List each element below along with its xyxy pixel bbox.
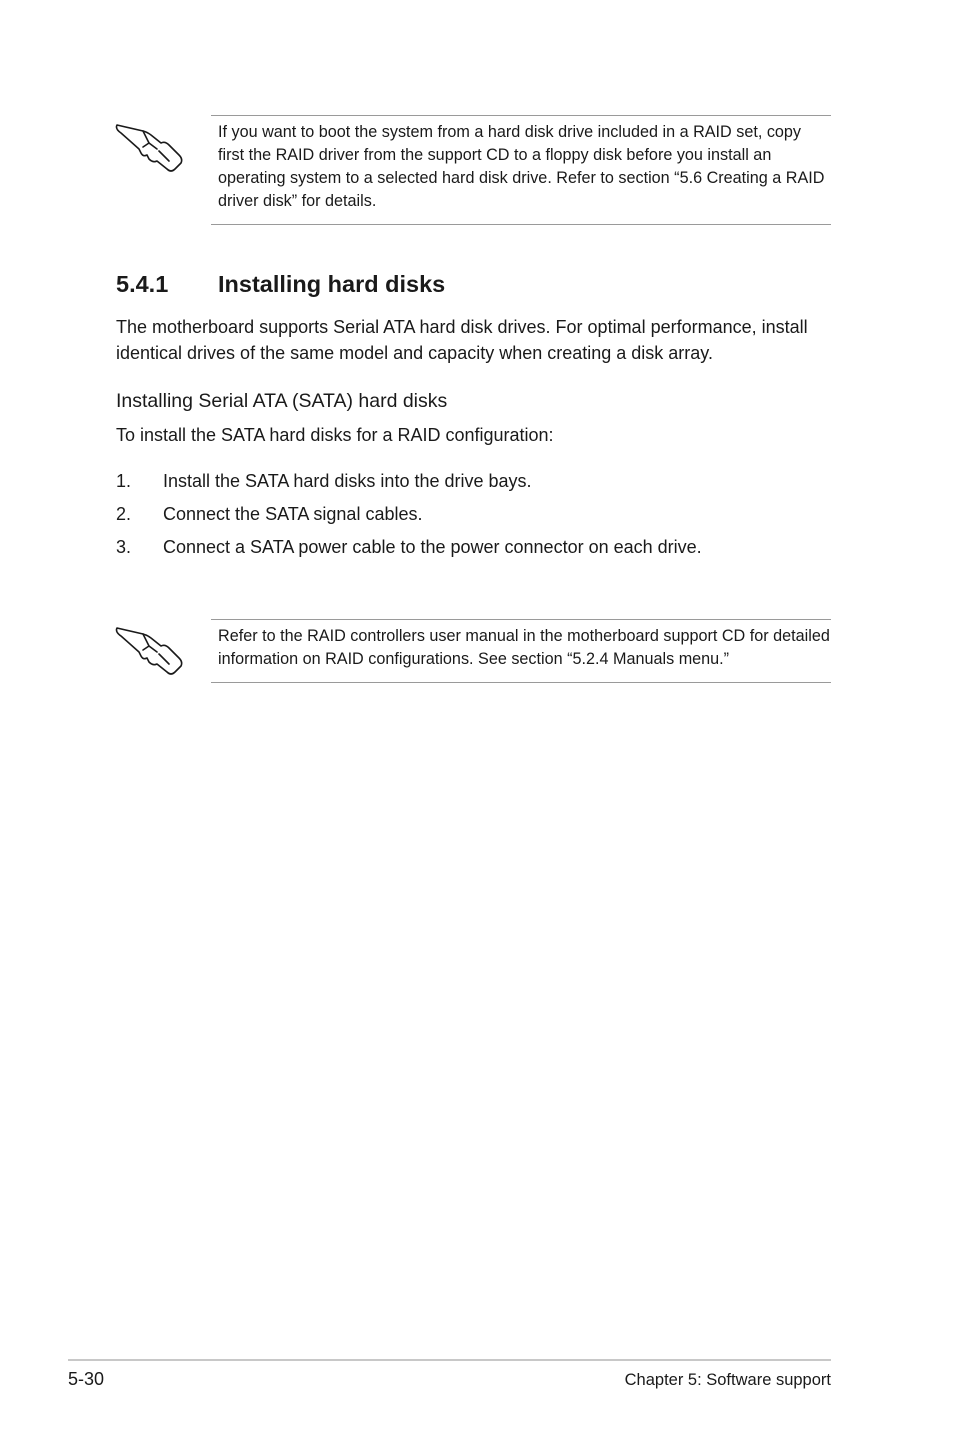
step-number: 1. [116,471,132,491]
pointing-hand-icon [113,620,187,680]
steps-list [116,468,702,567]
lead-paragraph: To install the SATA hard disks for a RAID configuration: [116,425,554,445]
list-item [116,501,702,534]
step-text: Connect the SATA signal cables. [163,504,423,524]
chapter-label: Chapter 5: Software support [624,1371,831,1389]
list-item [116,534,702,567]
note-text: Refer to the RAID controllers user manual in the motherboard support CD for detailed information on RAID configurations. See section “5.2.4 Manuals menu.” [218,627,830,668]
step-number: 3. [116,537,132,557]
step-text: Connect a SATA power cable to the power connector on each drive. [163,537,702,557]
section-number: 5.4.1 [116,271,169,297]
section-heading [116,269,445,299]
list-item [116,468,702,501]
subheading: Installing Serial ATA (SATA) hard disks [116,390,448,412]
note-text: If you want to boot the system from a hard disk drive included in a RAID set, copy first the RAID driver from the support CD to a floppy disk before you install an operating system to a selected hard disk drive. Refer to section “5.6 Creating a RAID driver disk” for details. [218,123,825,210]
pointing-hand-icon [113,117,187,177]
intro-paragraph: The motherboard supports Serial ATA hard disk drives. For optimal performance, install identical drives of the same model and capacity when creating a disk array. [116,317,808,363]
note-box [211,619,831,683]
note-box [211,115,831,225]
footer-divider [68,1359,831,1361]
step-number: 2. [116,504,132,524]
section-title: Installing hard disks [218,271,446,297]
page-number: 5-30 [68,1369,105,1389]
step-text: Install the SATA hard disks into the drive bays. [163,471,532,491]
